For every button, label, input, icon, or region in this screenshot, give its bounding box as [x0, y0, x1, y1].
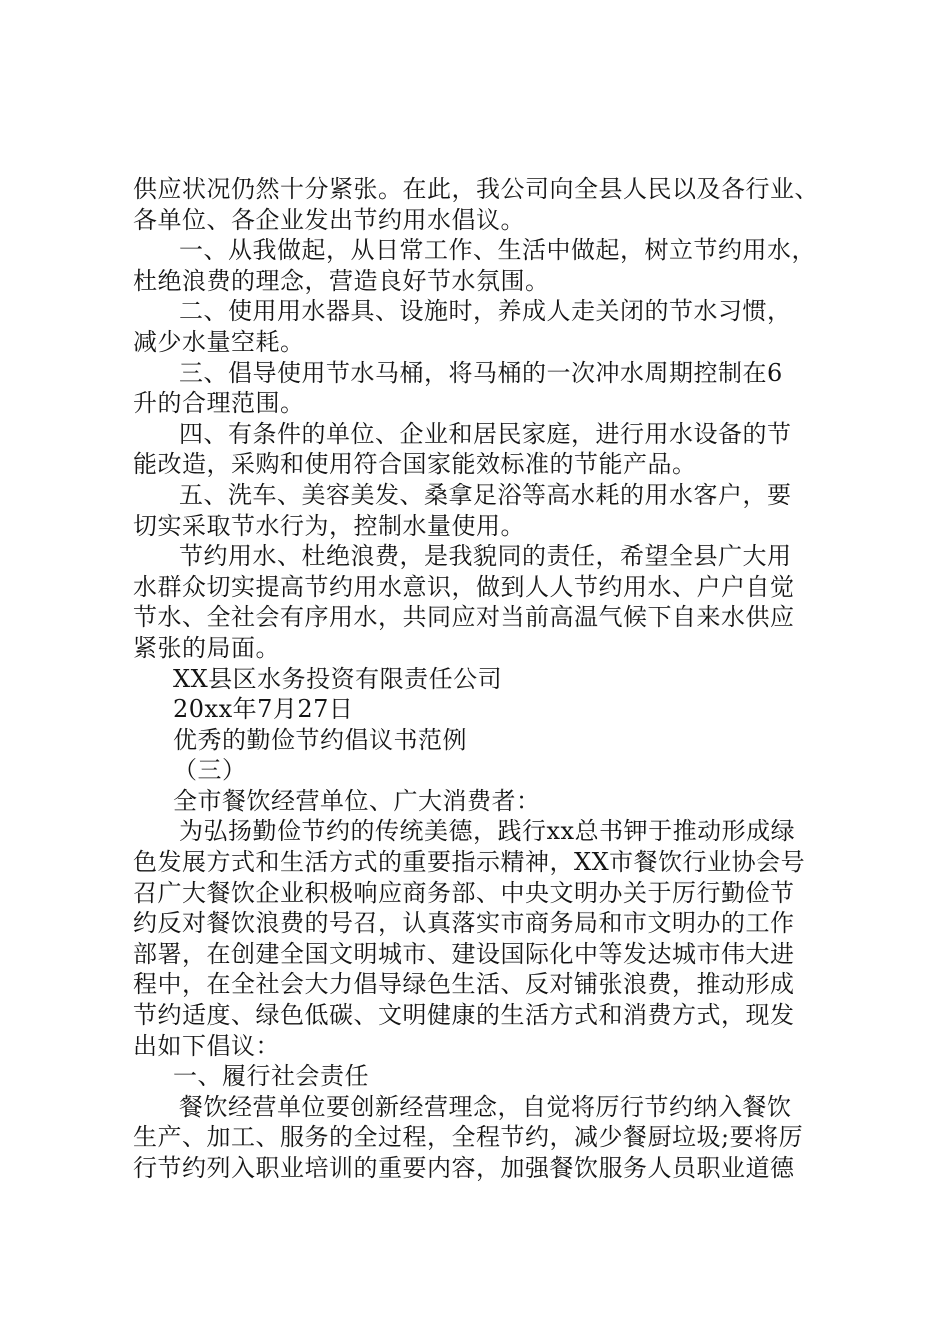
- text-line: 出如下倡议：: [133, 1031, 280, 1060]
- text-line: 水群众切实提高节约用水意识，做到人人节约用水、户户自觉: [133, 572, 795, 601]
- document-body: [133, 174, 833, 1184]
- section-title: 优秀的勤俭节约倡议书范例: [173, 725, 467, 754]
- text-line: 升的合理范围。: [133, 389, 305, 418]
- text-line: 节约适度、绿色低碳、文明健康的生活方式和消费方式，现发: [133, 1001, 795, 1030]
- paragraph-closing: [133, 541, 833, 663]
- text-line: 二、使用用水器具、设施时，养成人走关闭的节水习惯，: [179, 297, 792, 326]
- text-line: 行节约列入职业培训的重要内容，加强餐饮服务人员职业道德: [133, 1154, 795, 1182]
- text-line: 能改造，采购和使用符合国家能效标准的节能产品。: [133, 450, 697, 479]
- text-line: 部署，在创建全国文明城市、建设国际化中等发达城市伟大进: [133, 939, 795, 968]
- text-line: 为弘扬勤俭节约的传统美德，践行xx总书钾于推动形成绿: [179, 817, 796, 846]
- paragraph-item-5: [133, 480, 833, 541]
- text-line: 紧张的局面。: [133, 633, 280, 662]
- paragraph-intro: [133, 174, 833, 235]
- heading-social-responsibility: 一、履行社会责任: [173, 1062, 369, 1091]
- paragraph-item-3: [133, 358, 833, 419]
- text-line: 各单位、各企业发出节约用水倡议。: [133, 205, 525, 234]
- text-line: 召广大餐饮企业积极响应商务部、中央文明办关于厉行勤俭节: [133, 878, 795, 907]
- text-line: 一、从我做起，从日常工作、生活中做起，树立节约用水，: [179, 236, 816, 265]
- signature-date: 20xx年7月27日: [173, 695, 354, 724]
- paragraph-item-4: [133, 419, 833, 480]
- text-line: 杜绝浪费的理念，营造良好节水氛围。: [133, 266, 550, 295]
- text-line: 生产、加工、服务的全过程，全程节约，减少餐厨垃圾;要将厉: [133, 1123, 804, 1152]
- text-line: 程中，在全社会大力倡导绿色生活、反对铺张浪费，推动形成: [133, 970, 795, 999]
- text-line: 节水、全社会有序用水，共同应对当前高温气候下自来水供应: [133, 603, 795, 632]
- section-number: （三）: [173, 756, 247, 785]
- text-line: 餐饮经营单位要创新经营理念，自觉将厉行节约纳入餐饮: [179, 1092, 792, 1121]
- text-line: 供应状况仍然十分紧张。在此，我公司向全县人民以及各行业、: [133, 175, 819, 203]
- text-line: 色发展方式和生活方式的重要指示精神，XX市餐饮行业协会号: [133, 848, 806, 877]
- paragraph-final: [133, 1092, 833, 1184]
- text-line: 四、有条件的单位、企业和居民家庭，进行用水设备的节: [179, 419, 792, 448]
- text-line: 约反对餐饮浪费的号召，认真落实市商务局和市文明办的工作: [133, 909, 795, 938]
- text-line: 五、洗车、美容美发、桑拿足浴等高水耗的用水客户，要: [179, 480, 792, 509]
- paragraph-item-1: [133, 235, 833, 296]
- text-line: 节约用水、杜绝浪费，是我貌同的责任，希望全县广大用: [179, 542, 792, 571]
- paragraph-proposal-intro: [133, 816, 833, 1061]
- signature-company: XX县区水务投资有限责任公司: [173, 664, 503, 693]
- addressee: 全市餐饮经营单位、广大消费者：: [173, 786, 541, 815]
- text-line: 切实采取节水行为，控制水量使用。: [133, 511, 525, 540]
- text-line: 减少水量空耗。: [133, 327, 305, 356]
- paragraph-item-2: [133, 296, 833, 357]
- text-line: 三、倡导使用节水马桶，将马桶的一次冲水周期控制在6: [179, 358, 783, 387]
